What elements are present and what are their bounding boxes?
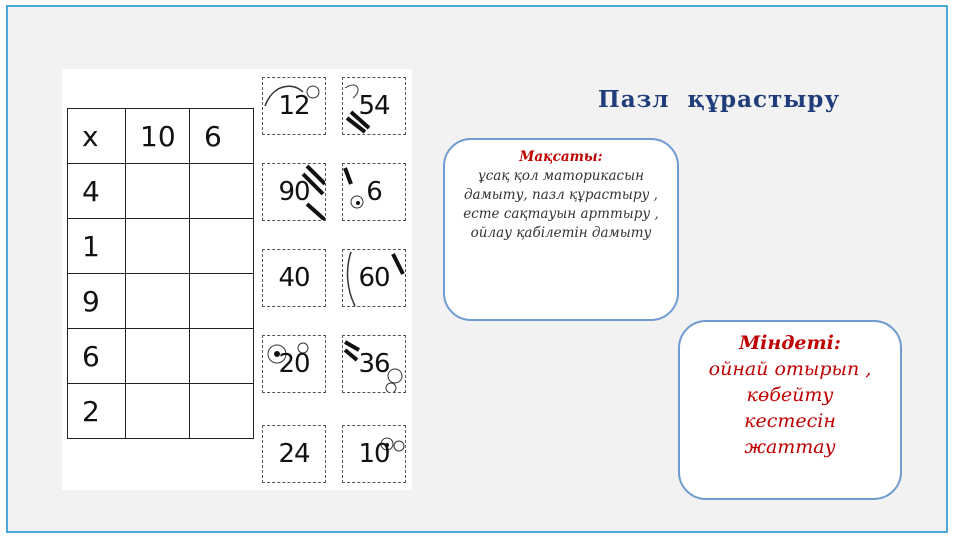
puzzle-number: 36: [358, 349, 390, 379]
goal-heading: Мақсаты:: [519, 149, 603, 165]
goal-text: ұсақ қол маторикасын дамыту, пазл құрастыру , есте сақтауын арттыру , ойлау қабілетін дамыту: [463, 168, 659, 241]
worksheet-image: [62, 69, 412, 490]
table-cell: [126, 274, 190, 329]
table-cell: [126, 219, 190, 274]
table-cell: [190, 384, 254, 439]
multiplication-table: [67, 108, 254, 439]
task-heading: Міндеті:: [739, 332, 841, 354]
puzzle-number: 10: [358, 439, 390, 469]
table-row-label: 1: [68, 219, 126, 274]
puzzle-number: 6: [366, 177, 382, 207]
puzzle-piece: [342, 77, 406, 135]
table-row-label: 6: [68, 329, 126, 384]
puzzle-number: 40: [278, 263, 310, 293]
task-box: [678, 320, 902, 500]
table-cell: [126, 384, 190, 439]
table-cell: [190, 329, 254, 384]
puzzle-number: 20: [278, 349, 310, 379]
table-cell: [126, 329, 190, 384]
task-text: ойнай отырып , көбейту кестесін жаттау: [708, 358, 872, 458]
puzzle-piece: [262, 249, 326, 307]
puzzle-piece: [262, 163, 326, 221]
puzzle-number: 60: [358, 263, 390, 293]
table-cell: [126, 164, 190, 219]
table-row-label: 4: [68, 164, 126, 219]
slide-title: Пазл құрастыру: [598, 86, 841, 113]
puzzle-piece: [342, 425, 406, 483]
puzzle-number: 90: [278, 177, 310, 207]
puzzle-number: 54: [358, 91, 390, 121]
puzzle-piece: [342, 163, 406, 221]
goal-box: [443, 138, 679, 321]
puzzle-piece: [342, 335, 406, 393]
puzzle-piece: [342, 249, 406, 307]
puzzle-piece: [262, 425, 326, 483]
puzzle-number: 24: [278, 439, 310, 469]
table-cell: [190, 274, 254, 329]
puzzle-number: 12: [278, 91, 310, 121]
puzzle-piece: [262, 77, 326, 135]
table-header-6: 6: [190, 109, 254, 164]
table-row-label: 9: [68, 274, 126, 329]
table-header-10: 10: [126, 109, 190, 164]
table-cell: [190, 219, 254, 274]
puzzle-piece: [262, 335, 326, 393]
table-header-x: x: [68, 109, 126, 164]
table-row-label: 2: [68, 384, 126, 439]
table-cell: [190, 164, 254, 219]
